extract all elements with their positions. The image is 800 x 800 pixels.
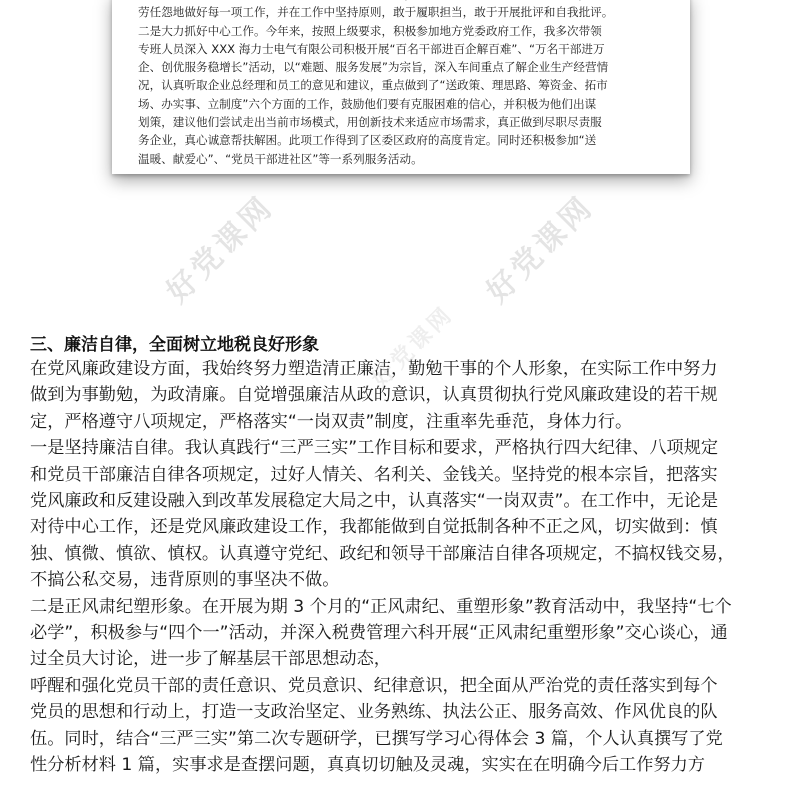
paragraph-line: 不搞公私交易，违背原则的事坚决不做。 bbox=[30, 570, 340, 591]
preview-line: 温暖、献爱心”、“党员干部进社区”等一系列服务活动。 bbox=[138, 151, 423, 166]
preview-line: 企、创优服务稳增长”活动，以“难题、服务发展”为宗旨，深入车间重点了解企业生产经营情 bbox=[138, 60, 609, 75]
watermark: 好党课网 bbox=[160, 189, 281, 310]
preview-line: 划策，建议他们尝试走出当前市场模式，用创新技术来适应市场需求，真正做到尽职尽责服 bbox=[138, 115, 602, 130]
paragraph-line: 二是正风肃纪塑形象。在开展为期 3 个月的“正风肃纪、重塑形象”教育活动中，我坚持“七个 bbox=[30, 596, 732, 617]
paragraph-line: 独、慎微、慎欲、慎权。认真遵守党纪、政纪和领导干部廉洁自律各项规定，不搞权钱交易， bbox=[30, 543, 735, 564]
section-heading: 三、廉洁自律，全面树立地税良好形象 bbox=[30, 335, 319, 355]
paragraph-line: 党风廉政和反建设融入到改革发展稳定大局之中，认真落实“一岗双责”。在工作中，无论是 bbox=[30, 491, 719, 512]
paragraph-line: 过全员大讨论，进一步了解基层干部思想动态， bbox=[30, 649, 391, 670]
preview-line: 况，认真听取企业总经理和员工的意见和建议，重点做到了“送政策、理思路、筹资金、拓市 bbox=[138, 78, 608, 93]
paragraph-line: 呼醒和强化党员干部的责任意识、党员意识、纪律意识，把全面从严治党的责任落实到每个 bbox=[30, 675, 718, 696]
document-preview-card bbox=[112, 0, 690, 174]
paragraph-line: 定，严格遵守八项规定，严格落实“一岗双责”制度，注重率先垂范，身体力行。 bbox=[30, 411, 633, 432]
preview-line: 专班人员深入 XXX 海力士电气有限公司积极开展“百名干部进百企解百难”、“万名干部进万 bbox=[138, 41, 605, 56]
watermark: 好党课网 bbox=[480, 189, 601, 310]
preview-line: 场、办实事、立制度”六个方面的工作，鼓励他们要有克服困难的信心，并积极为他们出谋 bbox=[138, 96, 597, 111]
preview-line: 二是大力抓好中心工作。今年来，按照上级要求，积极参加地方党委政府工作，我多次带领 bbox=[138, 23, 602, 38]
paragraph-line: 和党员干部廉洁自律各项规定，过好人情关、名利关、金钱关。坚持党的根本宗旨，把落实 bbox=[30, 464, 718, 485]
paragraph-line: 伍。同时，结合“三严三实”第二次专题研学，已撰写学习心得体会 3 篇，个人认真撰写了党 bbox=[30, 728, 723, 749]
document-body bbox=[30, 356, 778, 779]
preview-text bbox=[138, 0, 664, 168]
paragraph-line: 必学”，积极参与“四个一”活动，并深入税费管理六科开展“正风肃纪重塑形象”交心谈心，通 bbox=[30, 623, 728, 644]
paragraph-line: 一是坚持廉洁自律。我认真践行“三严三实”工作目标和要求，严格执行四大纪律、八项规定 bbox=[30, 438, 719, 459]
paragraph-line: 在党风廉政建设方面，我始终努力塑造清正廉洁，勤勉干事的个人形象，在实际工作中努力 bbox=[30, 359, 718, 379]
paragraph-line: 做到为事勤勉，为政清廉。自觉增强廉洁从政的意识，认真贯彻执行党风廉政建设的若干规 bbox=[30, 385, 718, 406]
paragraph-line: 党员的思想和行动上，打造一支政治坚定、业务熟练、执法公正、服务高效、作风优良的队 bbox=[30, 702, 718, 723]
paragraph-line: 性分析材料 1 篇，实事求是查摆问题，真真切切触及灵魂，实实在在明确今后工作努力方 bbox=[30, 755, 705, 776]
watermark: 好党课网 bbox=[367, 301, 460, 393]
paragraph-line: 对待中心工作，还是党风廉政建设工作，我都能做到自觉抵制各种不正之风，切实做到：慎 bbox=[30, 517, 718, 538]
preview-line: 劳任怨地做好每一项工作，并在工作中坚持原则，敢于履职担当，敢于开展批评和自我批评。 bbox=[138, 5, 614, 20]
preview-line: 务企业，真心诚意帮扶解困。此项工作得到了区委区政府的高度肯定。同时还积极参加“送 bbox=[138, 133, 597, 148]
